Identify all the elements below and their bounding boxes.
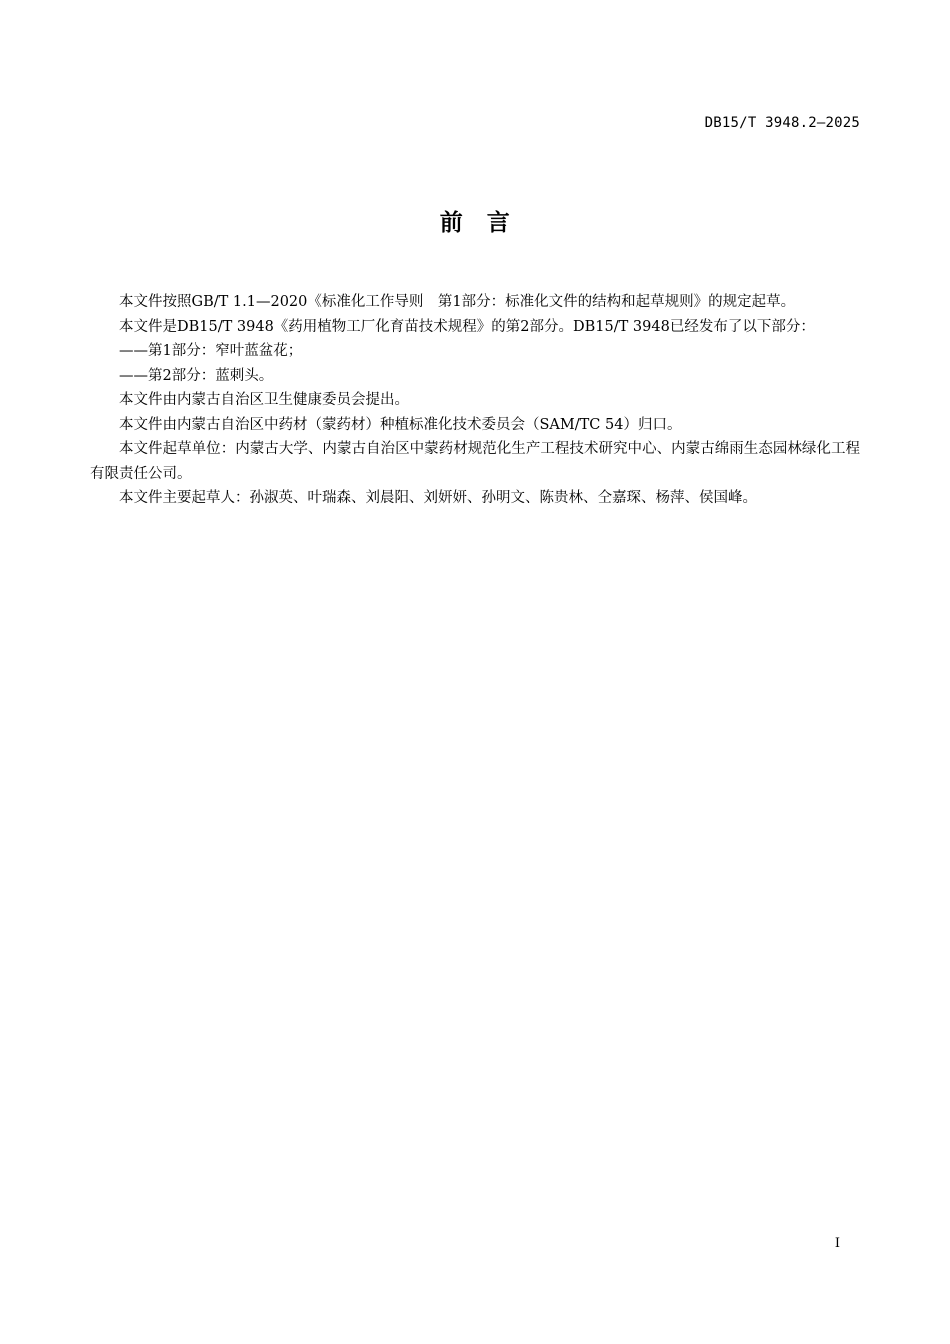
paragraph-drafting-rules: 本文件按照GB/T 1.1—2020《标准化工作导则 第1部分：标准化文件的结构和起草规则》的规定起草。	[119, 294, 796, 310]
paragraph-main-drafters: 本文件主要起草人：孙淑英、叶瑞森、刘晨阳、刘妍妍、孙明文、陈贵林、仝嘉琛、杨萍、侯国峰。	[119, 490, 757, 506]
document-code: DB15/T 3948.2—2025	[704, 115, 860, 131]
list-item-part-1: ——第1部分：窄叶蓝盆花；	[119, 343, 303, 359]
paragraph-centralized-by: 本文件由内蒙古自治区中药材（蒙药材）种植标准化技术委员会（SAM/TC 54）归口。	[119, 416, 682, 433]
foreword-body	[90, 290, 860, 511]
page-title: 前 言	[439, 210, 511, 236]
paragraph-series-part: 本文件是DB15/T 3948《药用植物工厂化育苗技术规程》的第2部分。DB15/T 3948已经发布了以下部分：	[119, 318, 815, 335]
paragraph-drafting-units: 本文件起草单位：内蒙古大学、内蒙古自治区中蒙药材规范化生产工程技术研究中心、内蒙古绵雨生态园林绿化工程有限责任公司。	[90, 441, 860, 482]
list-item-part-2: ——第2部分：蓝刺头。	[119, 367, 274, 384]
paragraph-proposed-by: 本文件由内蒙古自治区卫生健康委员会提出。	[119, 392, 409, 408]
page-number: I	[834, 1236, 840, 1251]
